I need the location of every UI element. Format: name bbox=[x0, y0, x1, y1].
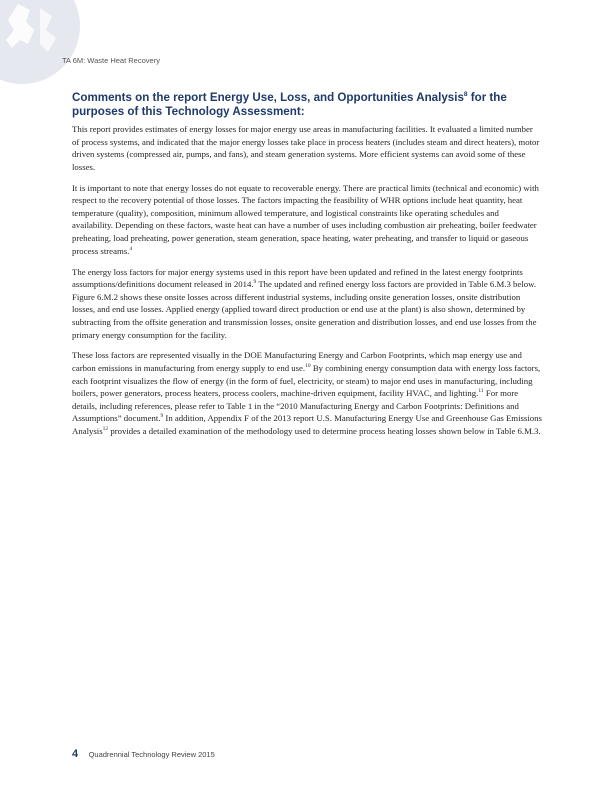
paragraph-text: provides a detailed examination of the methodology used to determine process heating losses shown below in Table 6.M.3. bbox=[108, 425, 541, 436]
paragraph-text: These loss factors are represented visually in the DOE Manufacturing Energy and Carbon Footprints, which map energy use and carbon emissions in manufacturing from energy supply to end use. bbox=[72, 350, 522, 373]
paragraph-text: By combining energy consumption data with energy loss factors, each footprint visualizes the flow of energy (in the form of fuel, electricity, or steam) to major end uses in manufacturing, including boilers, power generators, process heaters, process coolers, machine-driven equipment, facility HVAC, and lighting. bbox=[72, 362, 541, 399]
paragraph-text: For more details, including references, please refer to Table 1 in the “2010 Manufacturing Energy and Carbon Footprints: Definitions and Assumptions” document. bbox=[72, 388, 519, 424]
footnote-reference: 12 bbox=[102, 426, 109, 433]
footnote-reference: 10 bbox=[305, 363, 311, 370]
body-paragraph bbox=[72, 123, 542, 173]
footnote-reference: 4 bbox=[129, 245, 133, 252]
paragraph-text: This report provides estimates of energy losses for major energy use areas in manufacturing facilities. It evaluated a limited number of process systems, and indicated that the major energy losses take place in process heaters (includes steam and direct heaters), motor driven systems (compressed air, pumps, and fans), and steam generation systems. More efficient systems can avoid some of these losses. bbox=[72, 124, 540, 172]
page-number: 4 bbox=[72, 748, 79, 760]
heading-text: Comments on the report Energy Use, Loss, and Opportunities Analysis bbox=[72, 90, 464, 104]
heading-text-tail: for the purposes of this Technology Assessment: bbox=[72, 90, 507, 118]
page-footer bbox=[72, 744, 215, 762]
body-paragraph bbox=[72, 266, 542, 342]
footnote-reference: 9 bbox=[160, 413, 164, 420]
paragraph-text: In addition, Appendix F of the 2013 report U.S. Manufacturing Energy Use and Greenhouse Gas Emissions Analysis bbox=[72, 413, 542, 436]
footnote-reference: 11 bbox=[478, 388, 484, 395]
paragraph-text: The energy loss factors for major energy systems used in this report have been updated and refined in the latest energy footprints assumptions/definitions document released in 2014. bbox=[72, 266, 523, 290]
running-header: TA 6M: Waste Heat Recovery bbox=[62, 56, 160, 65]
footer-title: Quadrennial Technology Review 2015 bbox=[88, 750, 215, 759]
section-heading bbox=[72, 88, 542, 119]
body-paragraph bbox=[72, 182, 542, 258]
body-paragraph bbox=[72, 349, 542, 437]
paragraph-text: The updated and refined energy loss factors are provided in Table 6.M.3 below. Figure 6.M.2 shows these onsite losses across different industrial systems, including onsite generation losses, onsite distribution losses, and end use losses. Applied energy (applied toward direct production or end use at the plant) is also shown, determined by subtracting from the offsite generation and transmission losses, onsite generation and distribution losses, and end use losses from the primary energy consumption for the facility. bbox=[72, 279, 537, 340]
body-text bbox=[72, 123, 542, 446]
footnote-reference: 9 bbox=[253, 279, 257, 286]
corner-decorative-graphic bbox=[0, 0, 80, 90]
paragraph-text: It is important to note that energy losses do not equate to recoverable energy. There are practical limits (technical and economic) with respect to the recovery potential of those losses. The factors impacting the feasibility of WHR options include heat quantity, heat temperature (quality), composition, minimum allowed temperature, and logistical constraints like operating schedules and availability. Depending on these factors, waste heat can have a number of uses including combustion air preheating, boiler feedwater preheating, load preheating, power generation, steam generation, space heating, water preheating, and transfer to liquid or gaseous process streams. bbox=[72, 182, 539, 256]
heading-reference: 8 bbox=[463, 91, 468, 98]
